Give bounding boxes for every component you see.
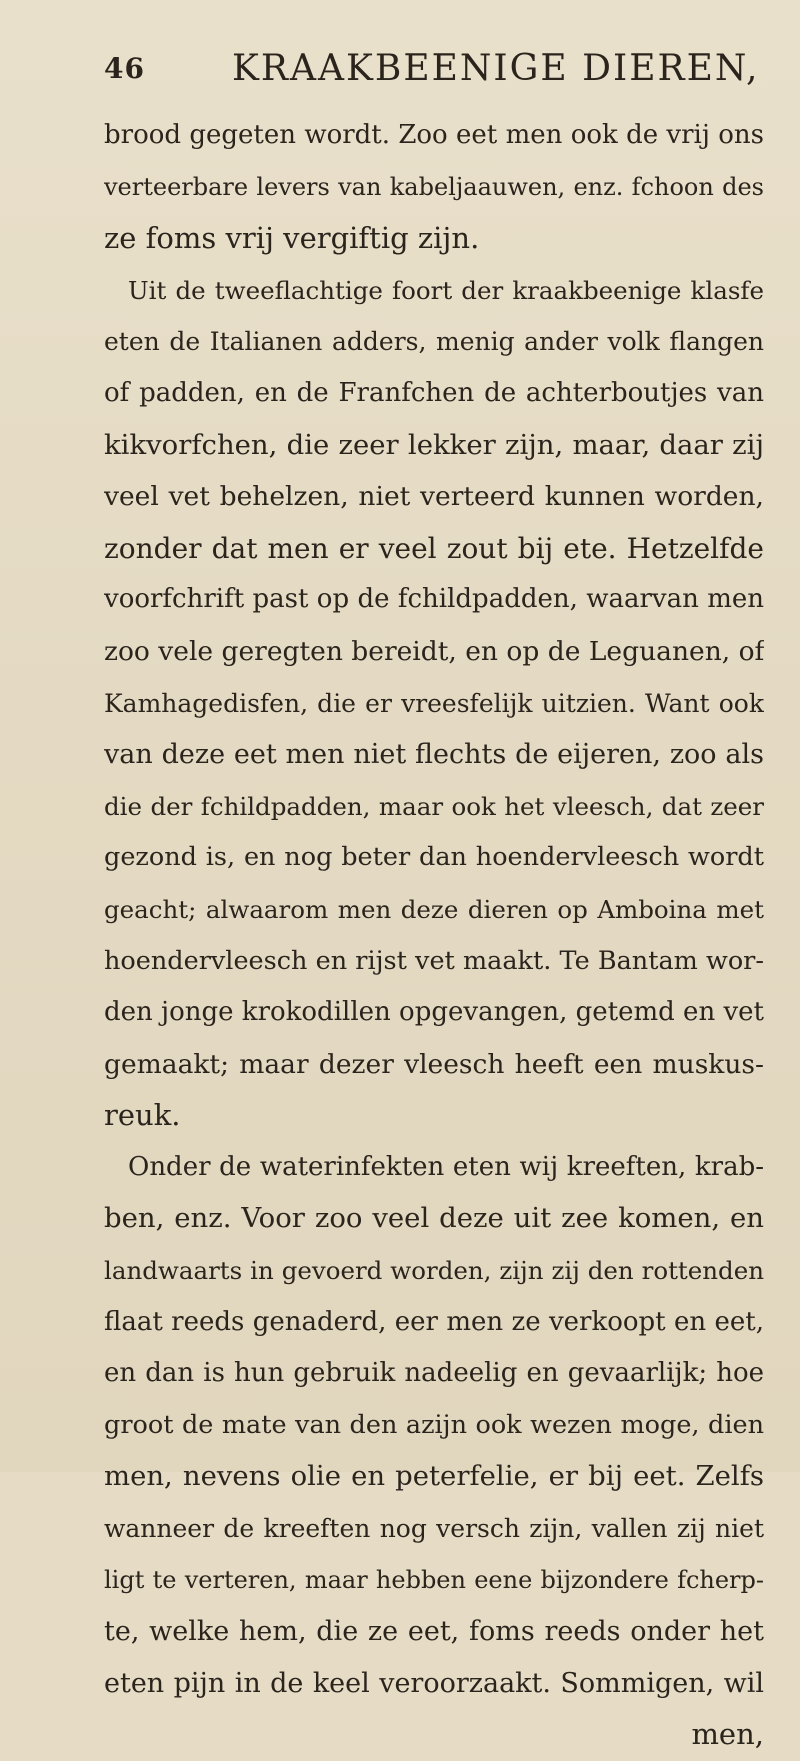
text-line: flaat reeds genaderd, eer men ze verkoopt en eet, [104,1306,764,1337]
text-line: reuk. [104,1098,181,1133]
text-line: verteerbare levers van kabeljaauwen, enz. fchoon des [104,172,764,201]
text-line: voorfchrift past op de fchildpadden, waarvan men [104,584,764,615]
text-line: brood gegeten wordt. Zoo eet men ook de vrij ons [104,120,764,150]
text-line: die der fchildpadden, maar ook het vleesch, dat zeer [104,791,764,821]
text-line: kikvorfchen, die zeer lekker zijn, maar, daar zij [104,428,764,461]
text-line: gezond is, en nog beter dan hoendervleesch wordt [104,842,764,873]
text-line: wanneer de kreeften nog versch zijn, vallen zij niet [104,1514,764,1544]
text-line: den jonge krokodillen opgevangen, getemd en vet [104,997,764,1028]
text-line: te, welke hem, die ze eet, foms reeds onder het [104,1616,764,1648]
text-line: gemaakt; maar dezer vleesch heeft een muskus- [104,1048,764,1080]
text-line: of padden, en de Franfchen de achterboutjes van [104,377,764,408]
text-line: groot de mate van den azijn ook wezen moge, dien [104,1409,764,1440]
text-line: eten pijn in de keel veroorzaakt. Sommigen, wil [104,1667,764,1699]
text-line: ligt te verteren, maar hebben eene bijzondere fcherp- [104,1565,764,1594]
text-line: zoo vele geregten bereidt, en op de Leguanen, of [104,635,764,667]
text-line: Kamhagedisfen, die er vreesfelijk uitzien. Want ook [104,688,764,718]
body-text [104,110,764,1761]
text-line: van deze eet men niet flechts de eijeren, zoo als [104,739,764,771]
catchword: men, [691,1717,764,1752]
text-line: Onder de waterinfekten eten wij kreeften, krab- [128,1151,764,1182]
text-line: en dan is hun gebruik nadeelig en gevaarlijk; hoe [104,1358,764,1389]
text-line: men, nevens olie en peterfelie, er bij eet. Zelfs [104,1460,764,1493]
text-line: zonder dat men er veel zout bij ete. Hetzelfde [104,531,764,565]
running-head [104,48,764,98]
text-line: landwaarts in gevoerd worden, zijn zij den rottenden [104,1256,764,1286]
text-line: eten de Italianen adders, menig ander volk flangen [104,327,764,357]
text-line: ze foms vrij vergiftig zijn. [104,221,480,256]
running-title: KRAAKBEENIGE DIEREN, [232,48,760,89]
text-line: ben, enz. Voor zoo veel deze uit zee komen, en [104,1202,764,1235]
text-line: veel vet behelzen, niet verteerd kunnen worden, [104,481,764,513]
text-line: geacht; alwaarom men deze dieren op Amboina met [104,894,764,924]
page-number: 46 [104,52,145,85]
text-line: Uit de tweeflachtige foort der kraakbeenige klasfe [128,275,764,305]
text-line: hoendervleesch en rijst vet maakt. Te Bantam wor- [104,945,764,976]
